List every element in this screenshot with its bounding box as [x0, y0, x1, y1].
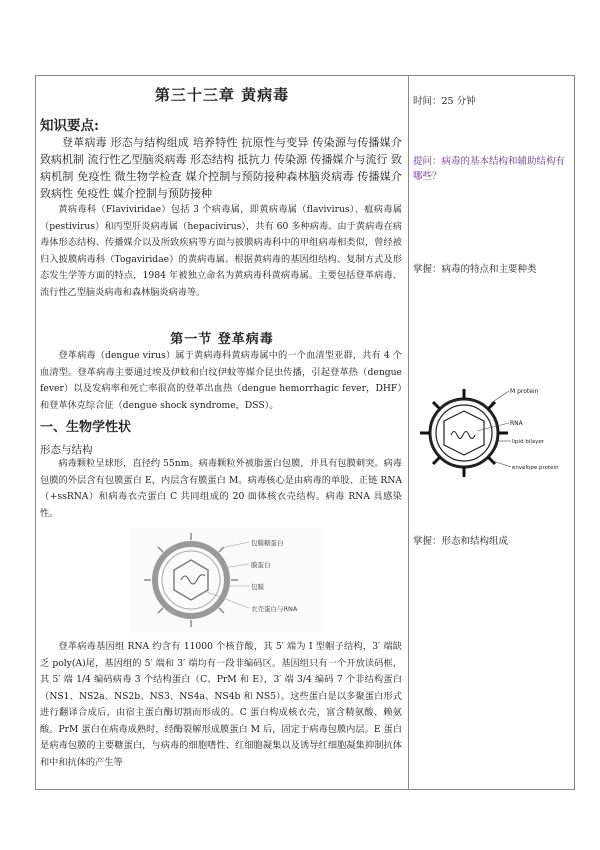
sketch-label-rna: RNA	[510, 420, 523, 427]
document-table	[35, 75, 575, 790]
notes-column	[409, 76, 574, 789]
section-title: 第一节 登革病毒	[170, 332, 274, 347]
knowledge-heading: 知识要点:	[40, 118, 99, 134]
morph-heading: 形态与结构	[40, 444, 93, 456]
morph-paragraph: 病毒颗粒呈球形，直径约 55nm。病毒颗粒外被脂蛋白包膜，并具有包膜刺突。病毒包膜的外层含有包膜蛋白 E，内层含有膜蛋白 M。病毒核心是由病毒的单股、正链 RNA（+ssRNA）和病毒衣壳蛋白 C 共同组成的 20 面体核衣壳结构。病毒 RNA 具感染性。	[40, 458, 402, 519]
section-intro-paragraph: 登革病毒（dengue virus）属于黄病毒科黄病毒属中的一个血清型亚群，共有 4 个血清型。登革病毒主要通过埃及伊蚊和白纹伊蚊等媒介昆虫传播，引起登革热（dengue fever）以及发病率和死亡率很高的登革出血热（dengue hemorrhagic fever，DHF）和登革休克综合征（dengue shock syndrome，DSS）。	[40, 350, 402, 411]
question-note: 提问：病毒的基本结构和辅助结构有哪些？	[413, 156, 566, 182]
genome-paragraph: 登革病毒基因组 RNA 约含有 11000 个核苷酸，其 5′ 端为 I 型帽子结构，3′ 端缺乏 poly(A)尾，基因组的 5′ 端和 3′ 端均有一段非编码区。基因组只有一个开放读码框，其 5′ 端 1/4 编码病毒 3 个结构蛋白（C、PrM 和 E），3′ 端 3/4 编码 7 个非结构蛋白（NS1、NS2a、NS2b、NS3、NS4a、NS4b 和 NS5）。这些蛋白是以多聚蛋白形式进行翻译合成后，由宿主蛋白酶切割而形成的。C 蛋白构成核衣壳，富含精氨酸、赖氨酸。PrM 蛋白在病毒成熟时，经酶裂解形成膜蛋白 M 后，固定于病毒包膜内层。E 蛋白是病毒包膜的主要糖蛋白，与病毒的细胞嗜性、红细胞凝集以及诱导红细胞凝集抑制抗体和中和抗体的产生等	[40, 641, 402, 768]
bio-heading: 一、生物学性状	[40, 420, 132, 435]
label-capsid-rna: 衣壳蛋白与RNA	[251, 605, 298, 613]
virion-sketch-diagram	[419, 381, 559, 486]
chapter-title: 第三十三章 黄病毒	[154, 86, 290, 104]
master-note-1: 掌握：病毒的特点和主要种类	[413, 264, 537, 275]
label-envelope: 包膜	[251, 583, 264, 591]
master-note-2: 掌握：形态和结构组成	[413, 536, 509, 547]
label-envelope-glycoprotein: 包膜糖蛋白	[251, 539, 284, 547]
main-column	[36, 76, 408, 789]
keywords-paragraph: 登革病毒 形态与结构组成 培养特性 抗原性与变异 传染源与传播媒介 致病机制 流行性乙型脑炎病毒 形态结构 抵抗力 传染源 传播媒介与流行 致病机制 免疫性 微生物学检查 媒介控制与预防接种森林脑炎病毒 传播媒介 致病性 免疫性 媒介控制与预防接种	[40, 136, 402, 200]
sketch-label-m-protein: M protein	[510, 388, 539, 395]
intro-paragraph: 黄病毒科（Flaviviridae）包括 3 个病毒属，即黄病毒属（flavivirus）、瘟病毒属（pestivirus）和丙型肝炎病毒属（hepacivirus），共有 60 多种病毒。由于黄病毒在病毒体形态结构、传播媒介以及所致疾病等方面与披膜病毒科中的甲组病毒相类似，曾经被归入披膜病毒科（Togaviridae）的黄病毒属。根据黄病毒的基因组结构、复制方式及形态发生学等方面的特点，1984 年被独立命名为黄病毒科黄病毒属。主要包括登革病毒、流行性乙型脑炎病毒和森林脑炎病毒等。	[40, 204, 402, 298]
sketch-rna-coil	[451, 432, 475, 439]
label-membrane-protein: 膜蛋白	[251, 561, 271, 569]
time-note: 时间：25 分钟	[413, 96, 476, 107]
sketch-label-envelope-protein: envelope protein	[512, 465, 559, 471]
virion-structure-diagram	[131, 528, 321, 633]
sketch-label-lipid-bilayer: lipid bilayer	[512, 439, 545, 445]
